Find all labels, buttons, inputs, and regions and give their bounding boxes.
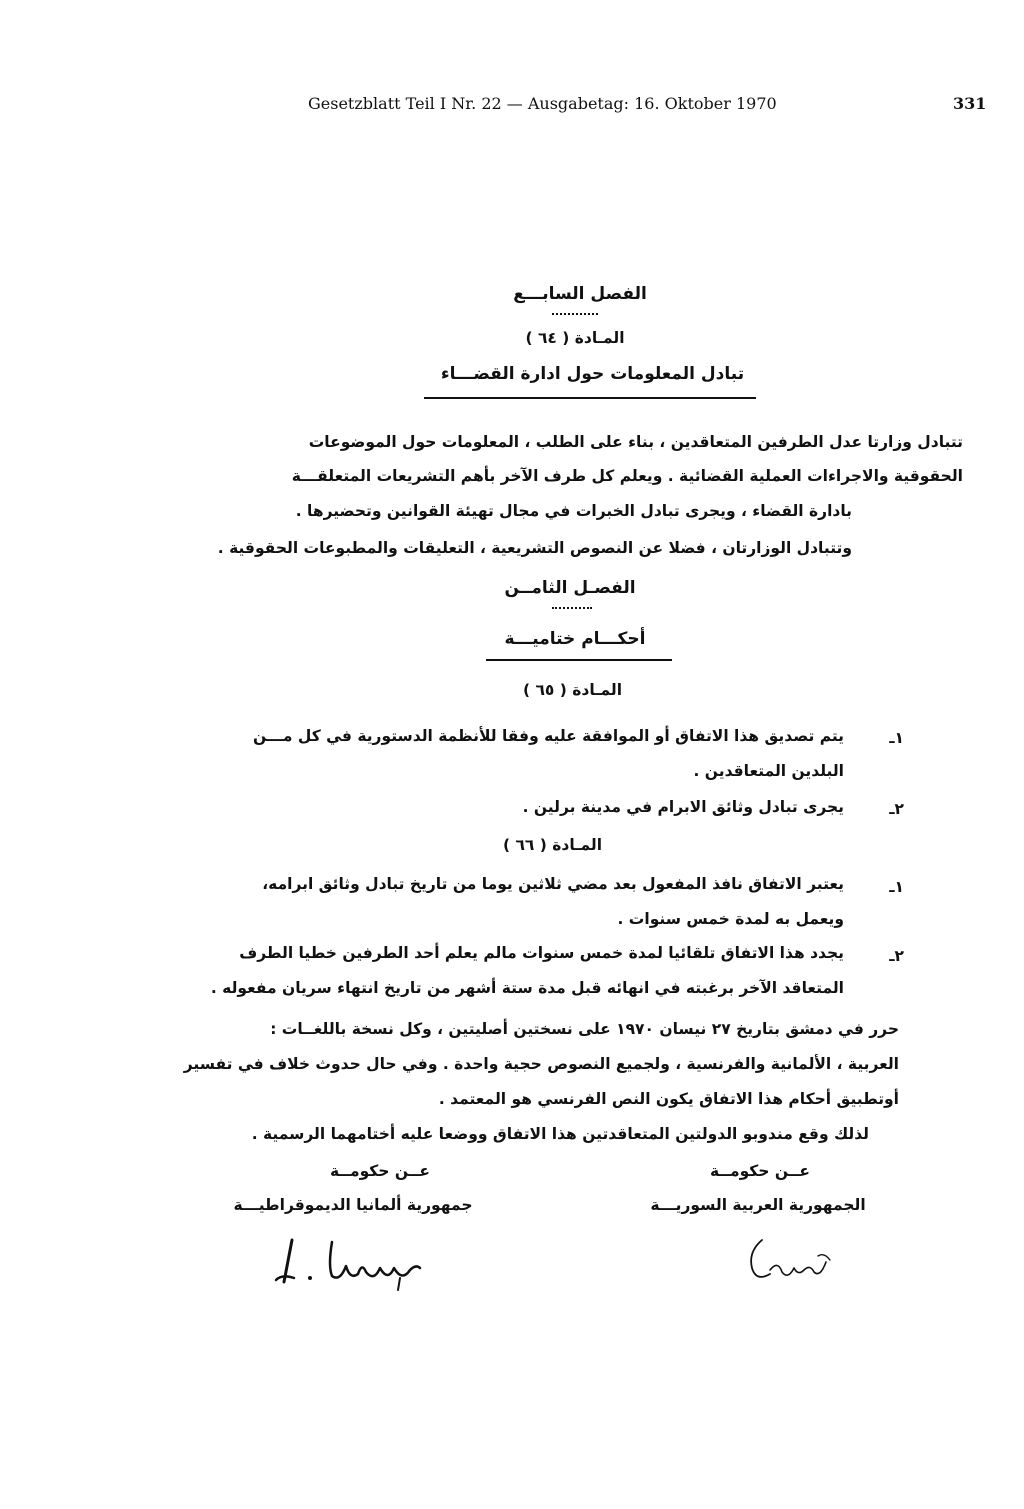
article-64-label: المـادة ( ٦٤ ) <box>525 329 625 347</box>
closing-line-3: أوتطبيق أحكام هذا الاتفاق يكون النص الفرنسي هو المعتمد . <box>438 1090 899 1108</box>
right-signatory-government: الجمهورية العربية السوريـــة <box>650 1196 866 1214</box>
article-66-item-1-number: ١ـ <box>889 878 904 896</box>
article-65-item-1-line-2: البلدين المتعاقدين . <box>693 762 844 780</box>
article-66-label: المـادة ( ٦٦ ) <box>502 836 603 854</box>
article-65-item-1-line-1: يتم تصديق هذا الاتفاق أو الموافقة عليه وفقا للأنظمة الدستورية في كل مـــن <box>253 727 844 745</box>
closing-line-1: حرر في دمشق بتاريخ ٢٧ نيسان ١٩٧٠ على نسختين أصليتين ، وكل نسخة باللغــات : <box>270 1020 899 1038</box>
right-signatory-on-behalf: عــن حكومــة <box>709 1162 811 1180</box>
ch7-line-4: وتتبادل الوزارتان ، فضلا عن النصوص التشريعية ، التعليقات والمطبوعات الحقوقية . <box>217 539 852 557</box>
ch7-line-2: الحقوقية والاجراءات العملية القضائية . ويعلم كل طرف الآخر بأهم التشريعات المتعلقـــة <box>291 467 963 485</box>
article-65-label: المـادة ( ٦٥ ) <box>522 681 623 699</box>
chapter-8-title: الفصـل الثامــن <box>504 578 636 598</box>
chapter-7-title-underline <box>552 313 598 315</box>
closing-line-2: العربية ، الألمانية والفرنسية ، ولجميع النصوص حجية واحدة . وفي حال حدوث خلاف في تفسير <box>183 1055 899 1073</box>
page-number: 331 <box>953 94 987 113</box>
article-65-item-2-line-1: يجرى تبادل وثائق الابرام في مدينة برلين . <box>522 798 844 816</box>
article-66-item-1-line-1: يعتبر الاتفاق نافذ المفعول بعد مضي ثلاثين يوما من تاريخ تبادل وثائق ابرامه، <box>262 875 844 893</box>
article-65-item-1-number: ١ـ <box>889 729 904 747</box>
left-handwritten-signature <box>270 1222 430 1292</box>
ch7-line-1: تتبادل وزارتا عدل الطرفين المتعاقدين ، بناء على الطلب ، المعلومات حول الموضوعات <box>308 433 963 451</box>
running-header: Gesetzblatt Teil I Nr. 22 — Ausgabetag: 16. Oktober 1970 <box>308 94 777 113</box>
right-handwritten-signature <box>740 1230 840 1290</box>
chapter-7-title: الفصل السابـــع <box>513 284 647 304</box>
article-65-item-2-number: ٢ـ <box>889 800 904 818</box>
article-66-item-1-line-2: ويعمل به لمدة خمس سنوات . <box>617 910 844 928</box>
left-signatory-on-behalf: عــن حكومــة <box>329 1162 431 1180</box>
left-signatory-government: جمهورية ألمانيا الديموقراطيـــة <box>233 1196 473 1214</box>
chapter-8-title-underline <box>552 607 592 609</box>
article-66-item-2-line-1: يجدد هذا الاتفاق تلقائيا لمدة خمس سنوات مالم يعلم أحد الطرفين خطيا الطرف <box>239 944 844 962</box>
final-provisions-heading: أحكـــام ختاميـــة <box>504 629 646 649</box>
closing-line-4: لذلك وقع مندوبو الدولتين المتعاقدتين هذا الاتفاق ووضعا عليه أختامهما الرسمية . <box>251 1125 869 1143</box>
final-provisions-underline <box>486 659 672 661</box>
article-64-heading-underline <box>424 397 756 399</box>
article-66-item-2-number: ٢ـ <box>889 947 904 965</box>
article-64-heading: تبادل المعلومات حول ادارة القضـــاء <box>440 364 745 384</box>
article-66-item-2-line-2: المتعاقد الآخر برغبته في انهائه قبل مدة ستة أشهر من تاريخ انتهاء سريان مفعوله . <box>210 979 844 997</box>
ch7-line-3: بادارة القضاء ، ويجرى تبادل الخبرات في مجال تهيئة القوانين وتحضيرها . <box>295 502 852 520</box>
